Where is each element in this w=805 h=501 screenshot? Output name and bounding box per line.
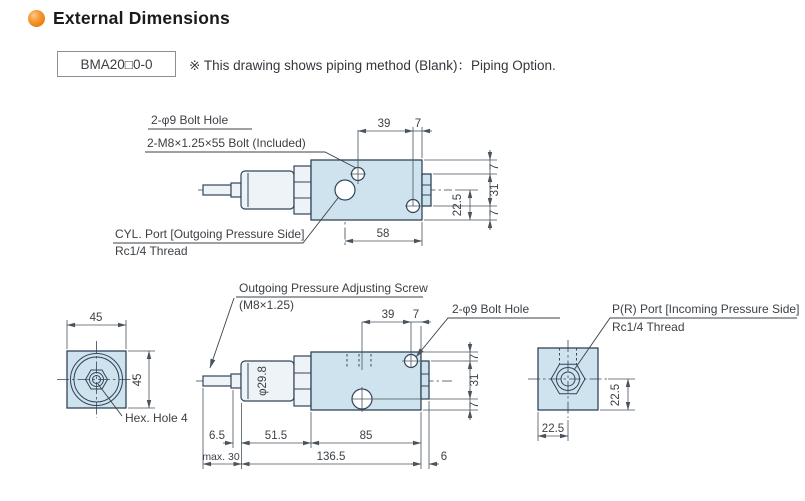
dim-max-30: max. 30 xyxy=(202,451,240,463)
dim-31: 31 xyxy=(469,373,481,387)
view-side xyxy=(196,281,560,469)
label-cyl-thread: Rc1/4 Thread xyxy=(115,244,188,258)
dim-45-width: 45 xyxy=(89,312,103,324)
dim-31: 31 xyxy=(489,183,501,197)
dim-7-right-a: 7 xyxy=(469,353,481,361)
dim-knob-diameter: φ29.8 xyxy=(257,366,269,396)
page-title: External Dimensions xyxy=(53,8,230,28)
label-bolt-included: 2-M8×1.25×55 Bolt (Included) xyxy=(147,136,306,150)
hex-locknut xyxy=(294,356,311,406)
label-bolt-hole: 2-φ9 Bolt Hole xyxy=(452,302,530,316)
model-number-box: BMA20□0-0 xyxy=(57,51,176,77)
dim-7-top: 7 xyxy=(414,118,422,130)
label-adjusting-screw-thread: (M8×1.25) xyxy=(239,298,295,312)
dim-45-height: 45 xyxy=(132,373,144,387)
port-fitting xyxy=(421,361,429,399)
dim-6-5: 6.5 xyxy=(209,430,225,442)
dim-136-5: 136.5 xyxy=(316,451,346,463)
dim-22-5: 22.5 xyxy=(452,193,464,217)
dim-22-5-right: 22.5 xyxy=(610,383,622,407)
dim-7-right-b: 7 xyxy=(469,401,481,409)
dim-7-top: 7 xyxy=(412,309,420,321)
hex-locknut xyxy=(294,166,311,214)
dim-7-right-a: 7 xyxy=(489,163,501,171)
label-hex-hole: Hex. Hole 4 xyxy=(125,411,188,425)
view-front-right xyxy=(528,302,799,441)
cyl-port-hole xyxy=(335,180,355,200)
piping-note: ※ This drawing shows piping method (Blank)：Piping Option. xyxy=(189,58,556,73)
dim-39: 39 xyxy=(381,309,395,321)
dim-7-right-b: 7 xyxy=(489,209,501,217)
label-bolt-hole: 2-φ9 Bolt Hole xyxy=(151,113,229,127)
view-front-left xyxy=(57,312,188,425)
dim-51-5: 51.5 xyxy=(264,430,288,442)
view-top-side xyxy=(113,113,501,258)
label-pr-port: P(R) Port [Incoming Pressure Side] xyxy=(612,302,800,316)
adjusting-knob xyxy=(241,171,294,209)
label-pr-thread: Rc1/4 Thread xyxy=(612,320,685,334)
label-cyl-port: CYL. Port [Outgoing Pressure Side] xyxy=(115,227,305,241)
label-adjusting-screw: Outgoing Pressure Adjusting Screw xyxy=(239,281,428,295)
dim-6: 6 xyxy=(440,451,448,463)
dim-85: 85 xyxy=(359,430,373,442)
dim-58: 58 xyxy=(376,228,390,240)
port-fitting xyxy=(422,174,431,206)
dim-39: 39 xyxy=(377,118,391,130)
dim-22-5-bottom: 22.5 xyxy=(541,423,565,435)
